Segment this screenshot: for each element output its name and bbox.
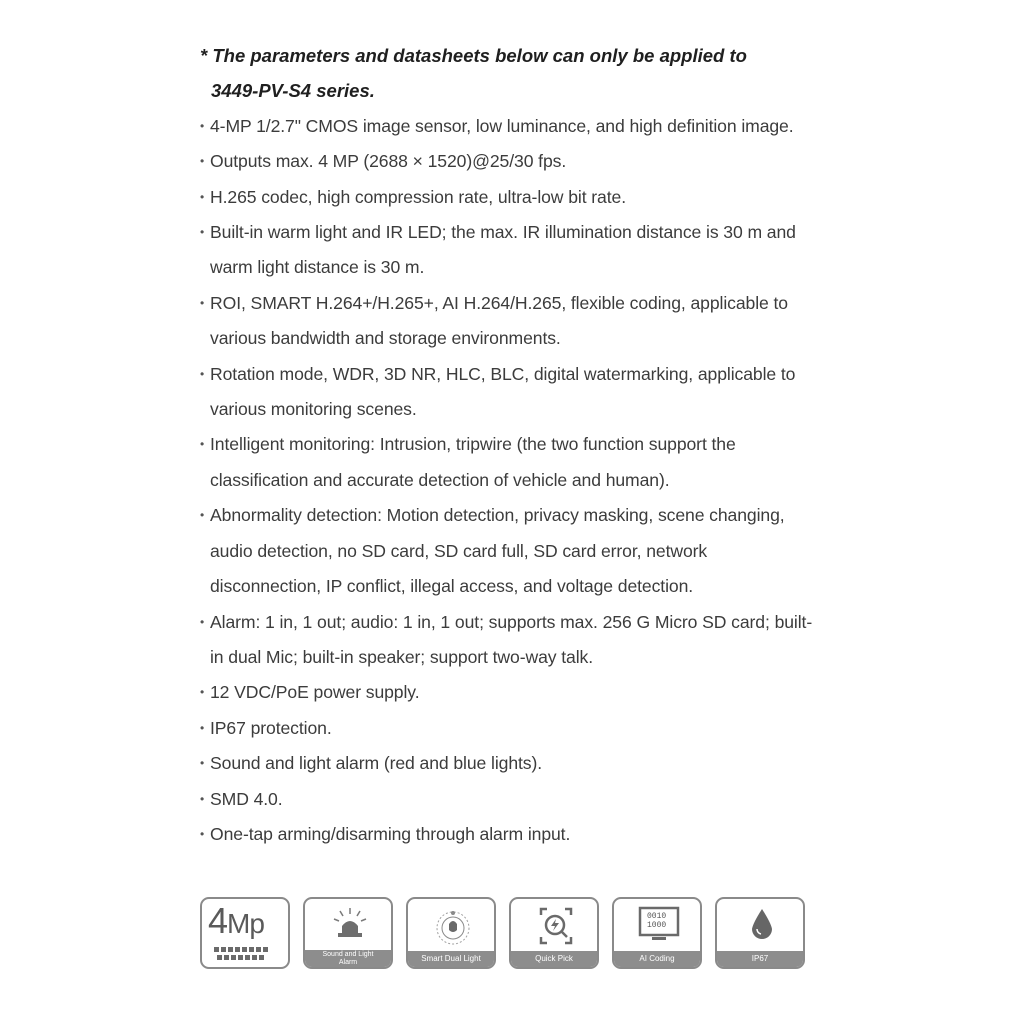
4mp-sensor-icon bbox=[200, 897, 290, 969]
feature-item: • H.265 codec, high compression rate, ultra-low bit rate. bbox=[200, 180, 820, 215]
sound-light-alarm-icon bbox=[303, 897, 393, 969]
mp-label: 4Mp bbox=[208, 900, 264, 941]
quick-pick-label: Quick Pick bbox=[511, 951, 597, 967]
code-readout: 0010 1000 bbox=[647, 912, 667, 930]
feature-item: • Rotation mode, WDR, 3D NR, HLC, BLC, digital watermarking, applicable to various monitoring scenes. bbox=[200, 357, 820, 428]
feature-item: • Abnormality detection: Motion detection, privacy masking, scene changing, audio detection, no SD card, SD card full, SD card error, network disconnection, IP conflict, illegal access, and voltage detection. bbox=[200, 498, 820, 604]
quick-pick-tile bbox=[509, 897, 599, 969]
feature-item: • Built-in warm light and IR LED; the max. IR illumination distance is 30 m and warm light distance is 30 m. bbox=[200, 215, 820, 286]
ip67-label: IP67 bbox=[717, 951, 803, 967]
smart-dual-light-icon bbox=[406, 897, 496, 969]
datasheet-content bbox=[200, 38, 820, 852]
smart-dual-light-label: Smart Dual Light bbox=[408, 951, 494, 967]
feature-item: • 12 VDC/PoE power supply. bbox=[200, 675, 820, 710]
note-line-2: 3449-PV-S4 series. bbox=[211, 80, 375, 102]
feature-icons-row bbox=[200, 897, 814, 973]
feature-item: • 4-MP 1/2.7" CMOS image sensor, low luminance, and high definition image. bbox=[200, 109, 820, 144]
feature-item: • Outputs max. 4 MP (2688 × 1520)@25/30 fps. bbox=[200, 144, 820, 179]
feature-item: • One-tap arming/disarming through alarm input. bbox=[200, 817, 820, 852]
ai-coding-label: AI Coding bbox=[614, 951, 700, 967]
feature-item: • SMD 4.0. bbox=[200, 782, 820, 817]
ip67-tile bbox=[715, 897, 805, 969]
feature-item: • Intelligent monitoring: Intrusion, tripwire (the two function support the classification and accurate detection of vehicle and human). bbox=[200, 427, 820, 498]
feature-item: • Alarm: 1 in, 1 out; audio: 1 in, 1 out; supports max. 256 G Micro SD card; built-in dual Mic; built-in speaker; support two-way talk. bbox=[200, 605, 820, 676]
feature-list bbox=[200, 109, 820, 853]
sensor-grid-icon bbox=[202, 899, 290, 969]
feature-item: • Sound and light alarm (red and blue lights). bbox=[200, 746, 820, 781]
applicability-note bbox=[200, 38, 820, 109]
feature-item: • ROI, SMART H.264+/H.265+, AI H.264/H.265, flexible coding, applicable to various bandwidth and storage environments. bbox=[200, 286, 820, 357]
ai-coding-tile bbox=[612, 897, 702, 969]
sound-light-label: Sound and Light Alarm bbox=[305, 950, 391, 967]
feature-item: • IP67 protection. bbox=[200, 711, 820, 746]
note-line-1: * The parameters and datasheets below can only be applied to bbox=[200, 45, 747, 66]
